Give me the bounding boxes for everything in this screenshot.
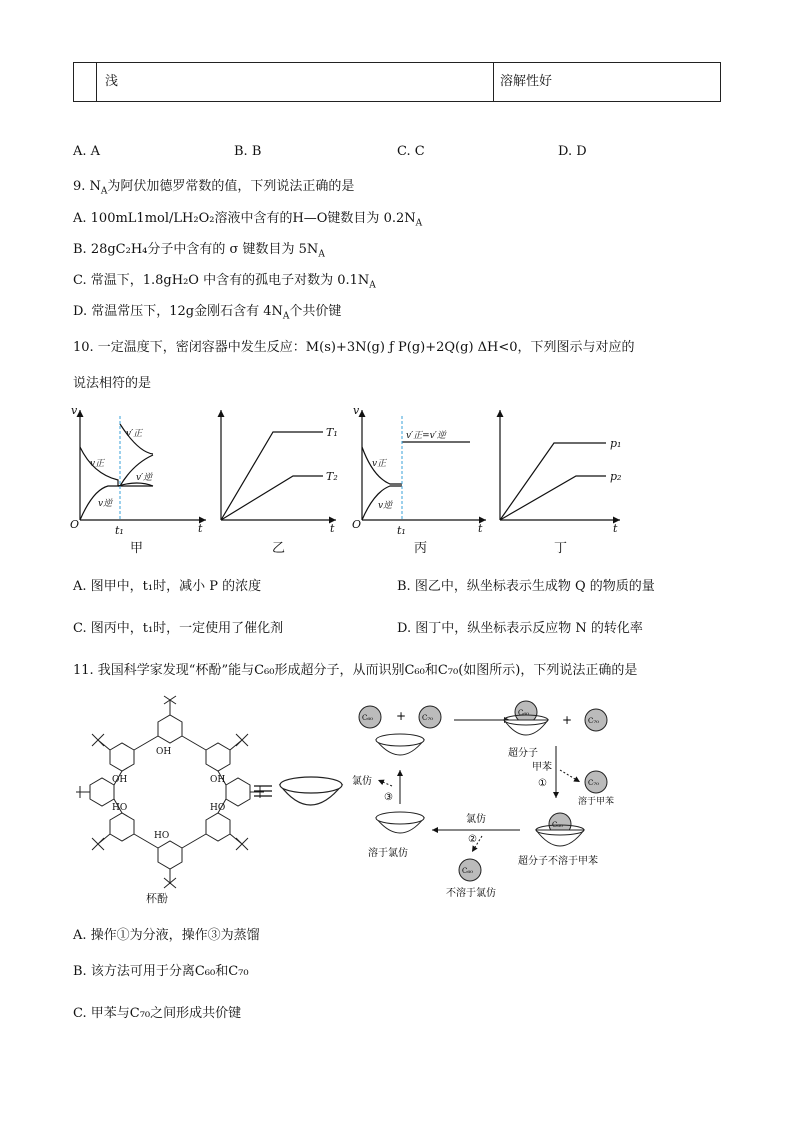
graph4-t-label: t — [613, 522, 618, 535]
q10-option-c: C. 图丙中，t₁时，一定使用了催化剂 — [73, 621, 284, 636]
graph1-v-label: v — [71, 404, 78, 417]
chloroform-label-2: 氯仿 — [352, 776, 372, 787]
table-cell-left: 浅 — [97, 63, 494, 101]
q11-scheme — [70, 690, 630, 905]
graph3-vn-label: v逆 — [378, 501, 393, 511]
supramolecule-label: 超分子 — [508, 748, 538, 759]
graph1-vzp-label: v′正 — [126, 429, 143, 439]
q10-option-a: A. 图甲中，t₁时，减小 P 的浓度 — [73, 579, 262, 594]
toluene-label: 甲苯 — [532, 762, 552, 773]
graph4-caption: 丁 — [554, 541, 568, 556]
q11-stem: 11. 我国科学家发现“杯酚”能与C₆₀形成超分子，从而识别C₆₀和C₇₀(如图所示)，下列说法正确的是 — [73, 663, 638, 678]
graph3-vz-label: v正 — [372, 459, 387, 469]
chloroform-label-1: 氯仿 — [466, 814, 486, 825]
svg-text:C₇₀: C₇₀ — [588, 717, 599, 725]
graph1-origin-label: O — [70, 518, 80, 531]
calixarene-structure — [76, 696, 264, 888]
graph4-p1-label: p₁ — [610, 437, 622, 450]
q11-option-c: C. 甲苯与C₇₀之间形成共价键 — [73, 1006, 242, 1021]
calixarene-label: 杯酚 — [146, 892, 168, 905]
svg-text:C₆₀: C₆₀ — [518, 709, 529, 717]
svg-text:C₆₀: C₆₀ — [462, 867, 473, 875]
q8-option-d: D. D — [558, 144, 587, 159]
calixarene-oh-3: OH — [210, 775, 226, 785]
graph2-t2-label: T₂ — [326, 470, 338, 483]
step1-label: ① — [538, 778, 547, 789]
q9-option-b: B. 28gC₂H₄分子中含有的 σ 键数目为 $5N_A$ — [73, 242, 325, 260]
q8-option-a: A. A — [73, 144, 101, 159]
q9-stem: 9. $N_A$为阿伏加德罗常数的值，下列说法正确的是 — [73, 179, 355, 197]
table-cell-right: 溶解性好 — [500, 74, 553, 89]
graph3-t1-label: t₁ — [397, 524, 406, 537]
q10-option-b: B. 图乙中，纵坐标表示生成物 Q 的物质的量 — [397, 579, 655, 594]
q10-option-d: D. 图丁中，纵坐标表示反应物 N 的转化率 — [397, 621, 643, 636]
bowl-supramolecule — [504, 720, 548, 735]
q9-option-d: D. 常温常压下，12g金刚石含有 $4N_A$个共价键 — [73, 304, 342, 322]
svg-text:C₇₀: C₇₀ — [588, 779, 599, 787]
calixarene-ho-1: HO — [112, 803, 128, 813]
graph3-origin-label: O — [352, 518, 362, 531]
graph1-vz-label: v正 — [90, 459, 105, 469]
graph2-t1-label: T₁ — [326, 426, 338, 439]
dissolve-chloroform-label: 溶于氯仿 — [368, 848, 408, 859]
c60-label: C₆₀ — [362, 714, 373, 722]
q10-graphs — [68, 402, 638, 562]
insoluble-toluene-label: 超分子不溶于甲苯 — [518, 856, 598, 867]
graph3-v-label: v — [353, 404, 360, 417]
table-cell-empty — [74, 63, 97, 101]
svg-text:C₆₀: C₆₀ — [552, 821, 563, 829]
graph1-t1-label: t₁ — [115, 524, 124, 537]
q11-option-b: B. 该方法可用于分离C₆₀和C₇₀ — [73, 964, 249, 979]
calixarene-ho-2: HO — [210, 803, 226, 813]
step2-label: ② — [468, 834, 477, 845]
step3-label: ③ — [384, 792, 393, 803]
graph1-caption: 甲 — [130, 541, 144, 556]
graph2-line-t2 — [221, 476, 323, 520]
q10-stem: 10. 一定温度下，密闭容器中发生反应：M(s)+3N(g) ƒ P(g)+2Q(g) ΔH<0，下列图示与对应的 — [73, 340, 635, 355]
plus-sign: + — [396, 709, 407, 723]
graph2-caption: 乙 — [272, 541, 286, 556]
graph1-vn-label: v逆 — [98, 499, 113, 509]
q11-option-a: A. 操作①为分液，操作③为蒸馏 — [73, 928, 260, 943]
graph3-caption: 丙 — [414, 541, 428, 556]
calixarene-oh-1: OH — [156, 747, 172, 757]
q10-stem-cont: 说法相符的是 — [73, 376, 152, 391]
graph2-t-label: t — [330, 522, 335, 535]
q8-option-b: B. B — [234, 144, 262, 159]
graph3-eq-label: v′正=v′逆 — [406, 431, 446, 441]
q8-option-c: C. C — [397, 144, 425, 159]
graph1-vnp-label: v′逆 — [136, 473, 153, 483]
graph4-p2-label: p₂ — [610, 470, 622, 483]
c70-label: C₇₀ — [422, 714, 433, 722]
answer-table-row — [73, 62, 721, 102]
graph3-t-label: t — [478, 522, 483, 535]
equivalence-sign — [254, 786, 272, 796]
q9-option-c: C. 常温下，1.8gH₂O 中含有的孤电子对数为 $0.1N_A$ — [73, 273, 376, 291]
graph1-t-label: t — [198, 522, 203, 535]
calixarene-oh-2: OH — [112, 775, 128, 785]
insoluble-chloroform-label: 不溶于氯仿 — [446, 888, 496, 899]
graph4-line-p1 — [500, 443, 606, 520]
calixarene-ho-3: HO — [154, 831, 170, 841]
dissolve-toluene-label: 溶于甲苯 — [578, 797, 615, 807]
svg-text:+: + — [562, 713, 573, 727]
q9-option-a: A. 100mL1mol/LH₂O₂溶液中含有的H—O键数目为 $0.2N_A$ — [73, 211, 423, 229]
